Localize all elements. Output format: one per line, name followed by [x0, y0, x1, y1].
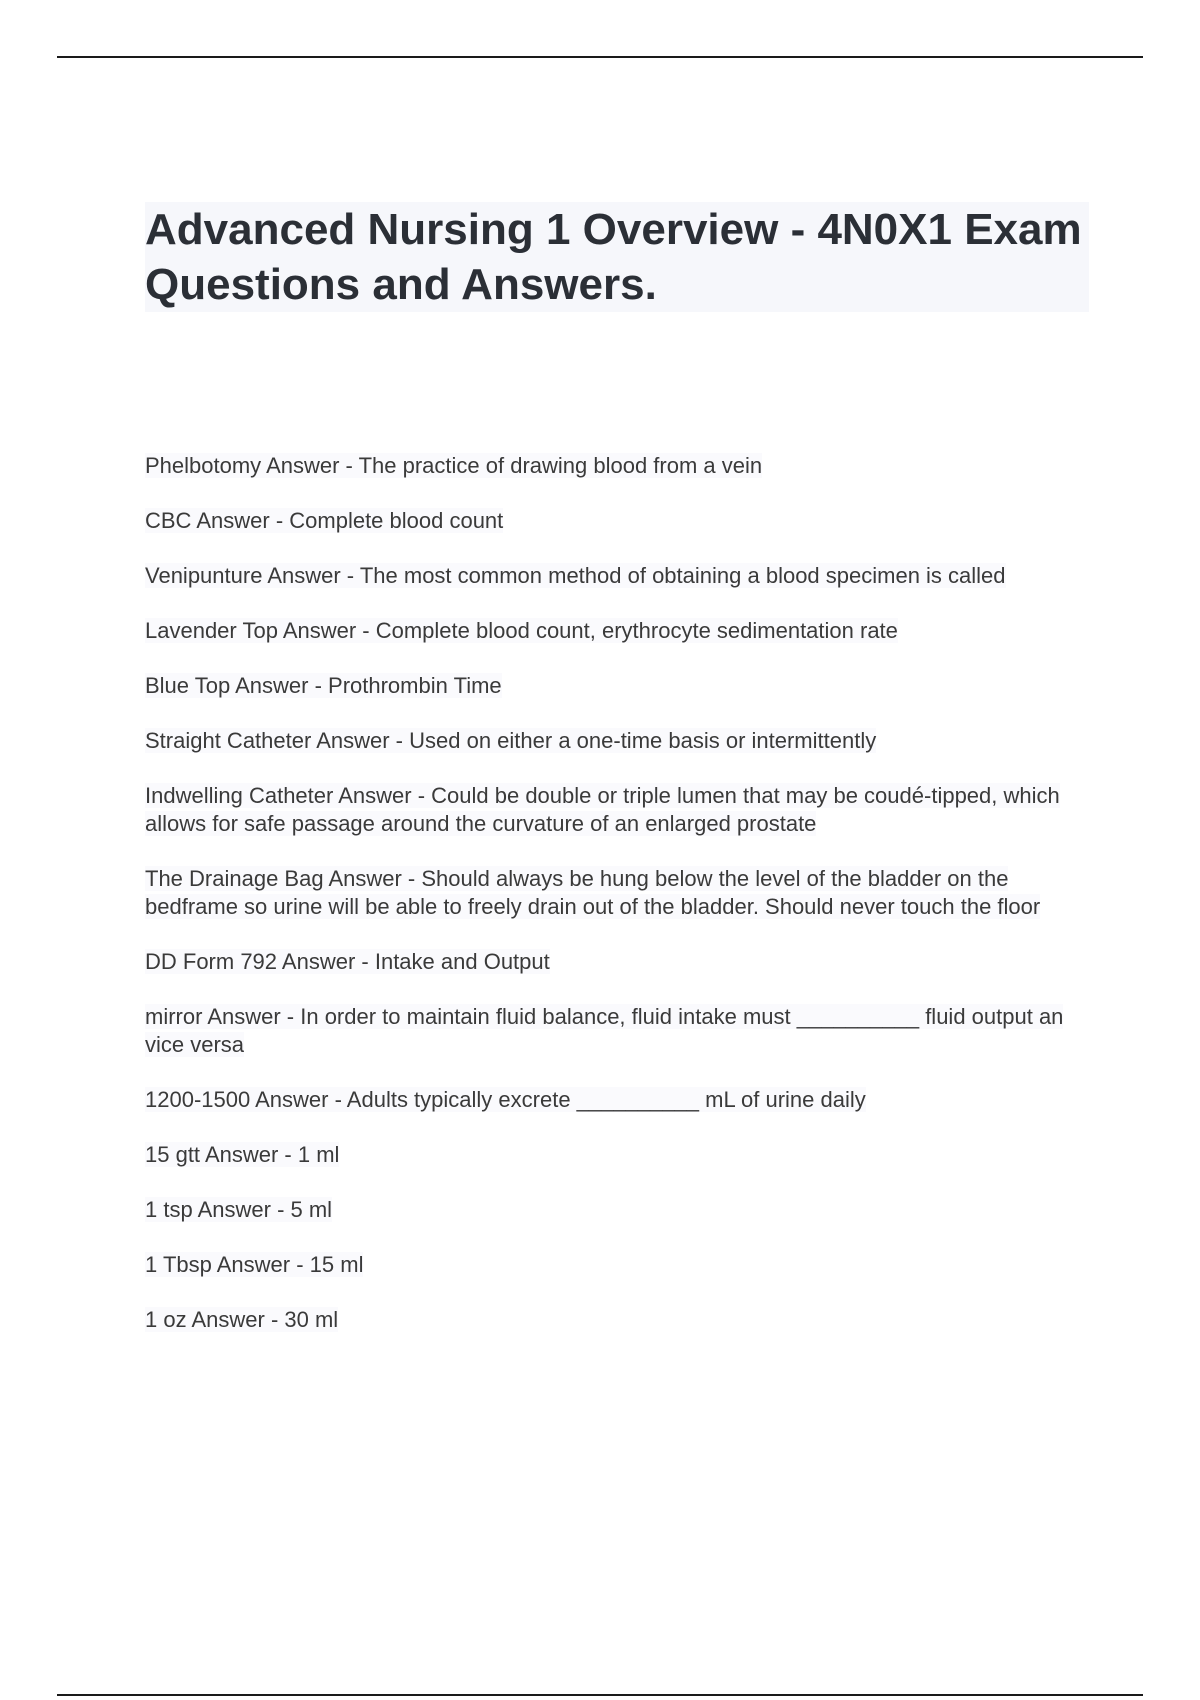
top-rule — [57, 56, 1143, 58]
qa-item-drainage-bag: The Drainage Bag Answer - Should always be hung below the level of the bladder on the bedframe so urine will be able to freely drain out of the bladder. Should never touch the floor — [145, 866, 1041, 919]
qa-item-1-tsp: 1 tsp Answer - 5 ml — [145, 1197, 333, 1222]
title-block — [145, 202, 1089, 312]
qa-item-mirror: mirror Answer - In order to maintain fluid balance, fluid intake must __________ fluid output an vice versa — [145, 1004, 1064, 1057]
qa-item-venipuncture: Venipunture Answer - The most common method of obtaining a blood specimen is called — [145, 563, 1006, 588]
qa-item-phlebotomy: Phelbotomy Answer - The practice of drawing blood from a vein — [145, 453, 763, 478]
qa-item-1-tbsp: 1 Tbsp Answer - 15 ml — [145, 1252, 364, 1277]
qa-item-15-gtt: 15 gtt Answer - 1 ml — [145, 1142, 340, 1167]
qa-item-1-oz: 1 oz Answer - 30 ml — [145, 1307, 339, 1332]
qa-item-cbc: CBC Answer - Complete blood count — [145, 508, 504, 533]
qa-item-straight-catheter: Straight Catheter Answer - Used on either a one-time basis or intermittently — [145, 728, 877, 753]
bottom-rule — [57, 1694, 1143, 1696]
document-title: Advanced Nursing 1 Overview - 4N0X1 Exam Questions and Answers. — [145, 205, 1082, 309]
qa-item-urine-output: 1200-1500 Answer - Adults typically excrete __________ mL of urine daily — [145, 1087, 866, 1112]
qa-item-blue-top: Blue Top Answer - Prothrombin Time — [145, 673, 502, 698]
qa-item-indwelling-catheter: Indwelling Catheter Answer - Could be double or triple lumen that may be coudé-tipped, which allows for safe passage around the curvature of an enlarged prostate — [145, 783, 1060, 836]
qa-item-dd-form-792: DD Form 792 Answer - Intake and Output — [145, 949, 550, 974]
qa-list — [145, 452, 1090, 1361]
qa-item-lavender-top: Lavender Top Answer - Complete blood count, erythrocyte sedimentation rate — [145, 618, 898, 643]
